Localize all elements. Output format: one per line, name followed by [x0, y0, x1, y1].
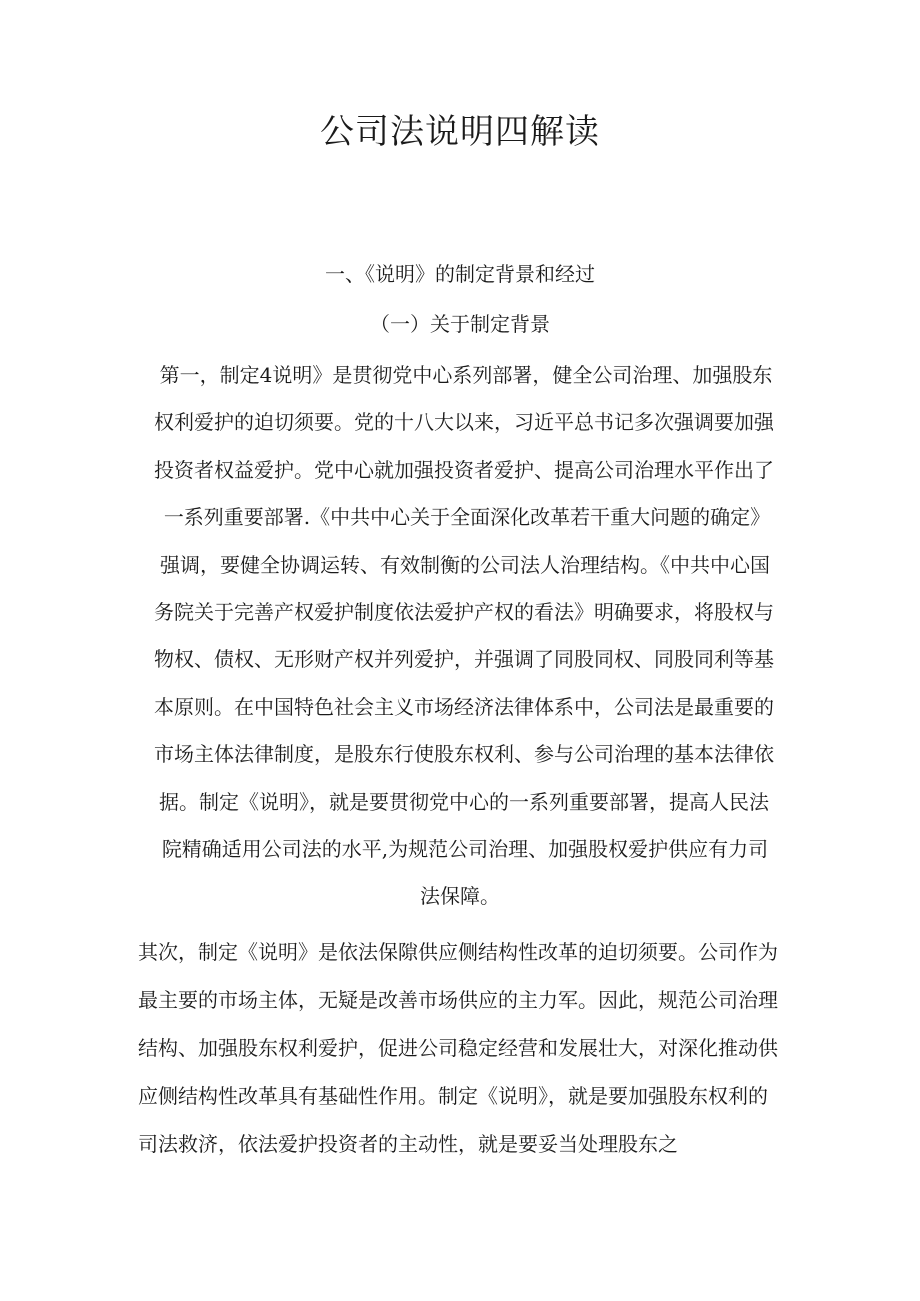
paragraph-line: 本原则。在中国特色社会主义市场经济法律体系中，公司法是最重要的 — [154, 694, 774, 719]
paragraph-line: 投资者权益爱护。党中心就加强投资者爱护、提高公司治理水平作出了 — [154, 457, 774, 482]
paragraph-line: 法保障。 — [420, 884, 500, 909]
paragraph-line: 物权、债权、无形财产权并列爱护，并强调了同股同权、同股同利等基 — [154, 647, 774, 672]
paragraph-line: 司法救济，依法爱护投资者的主动性，就是要妥当处理股东之 — [138, 1132, 678, 1156]
paragraph-background-first — [140, 352, 780, 921]
paragraph-line: 一系列重要部署.《中共中心关于全面深化改革若干重大问题的确定》 — [163, 505, 771, 530]
sub-heading: （一）关于制定背景 — [370, 312, 550, 336]
paragraph-line: 据。制定《说明》，就是要贯彻党中心的一系列重要部署，提高人民法 — [159, 789, 769, 814]
paragraph-line: 院精确适用公司法的水平,为规范公司治理、加强股权爱护供应有力司 — [161, 837, 769, 862]
paragraph-line: 其次，制定《说明》是依法保隙供应侧结构性改革的迫切须要。公司作为 — [138, 940, 778, 964]
paragraph-line: 务院关于完善产权爱护制度依法爱护产权的看法》明确要求，将股权与 — [154, 600, 774, 625]
document-title: 公司法说明四解读 — [320, 112, 600, 152]
paragraph-background-second — [138, 928, 782, 1168]
paragraph-line: 第一，制定4说明》是贯彻党中心系列部署，健全公司治理、加强股东 — [159, 363, 773, 387]
paragraph-line: 最主要的市场主体，无疑是改善市场供应的主力军。因此，规范公司治理 — [138, 988, 778, 1012]
section-heading: 一、《说明》的制定背景和经过 — [325, 262, 595, 286]
paragraph-line: 权利爱护的迫切须要。党的十八大以来，习近平总书记多次强调要加强 — [154, 410, 774, 435]
paragraph-line: 应侧结构性改革具有基础性作用。制定《说明》，就是要加强股东权利的 — [138, 1084, 768, 1108]
paragraph-line: 强调，要健全协调运转、有效制衡的公司法人治理结构。《中共中心国 — [160, 552, 770, 577]
paragraph-line: 结构、加强股东权利爱护，促进公司稳定经营和发展壮大，对深化推动供 — [138, 1036, 778, 1060]
paragraph-line: 市场主体法律制度，是股东行使股东权利、参与公司治理的基本法律依 — [154, 742, 774, 767]
